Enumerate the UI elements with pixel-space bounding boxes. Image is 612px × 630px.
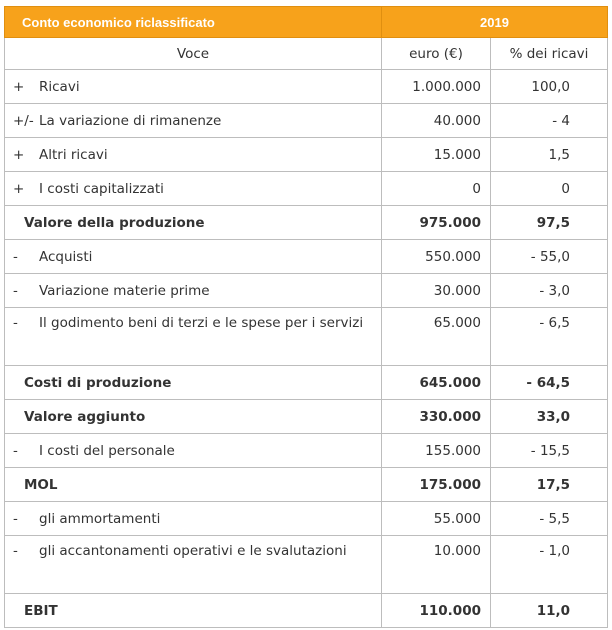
row-label: MOL	[5, 468, 382, 502]
row-pct: 1,5	[491, 138, 608, 172]
table-title: Conto economico riclassificato	[5, 7, 382, 38]
row-sign: -	[13, 543, 18, 559]
row-pct: 0	[491, 172, 608, 206]
row-voce	[5, 70, 382, 104]
row-pct: 11,0	[491, 594, 608, 628]
row-sign: +	[13, 78, 25, 95]
table-row	[5, 308, 608, 366]
row-label: Il godimento beni di terzi e le spese per i servizi	[39, 315, 364, 331]
row-voce	[5, 274, 382, 308]
table-row	[5, 104, 608, 138]
row-label: Variazione materie prime	[39, 282, 210, 299]
row-label: Ricavi	[39, 78, 80, 95]
row-voce	[5, 434, 382, 468]
row-voce	[5, 172, 382, 206]
table-row	[5, 434, 608, 468]
row-pct: - 3,0	[491, 274, 608, 308]
table-row-total	[5, 400, 608, 434]
table-row	[5, 536, 608, 594]
column-header-row	[5, 38, 608, 70]
table-row	[5, 70, 608, 104]
table-row-total	[5, 594, 608, 628]
row-pct: - 1,0	[491, 536, 608, 594]
row-sign: +/-	[13, 112, 34, 129]
row-euro: 0	[382, 172, 491, 206]
table-row	[5, 138, 608, 172]
row-euro: 975.000	[382, 206, 491, 240]
row-voce	[5, 536, 382, 594]
row-pct: - 55,0	[491, 240, 608, 274]
row-voce	[5, 240, 382, 274]
table-row-total	[5, 366, 608, 400]
row-pct: 17,5	[491, 468, 608, 502]
row-euro: 1.000.000	[382, 70, 491, 104]
row-pct: 33,0	[491, 400, 608, 434]
row-label: Acquisti	[39, 248, 93, 265]
table-row	[5, 240, 608, 274]
income-statement-table	[4, 6, 608, 628]
table-row-total	[5, 468, 608, 502]
row-sign: -	[13, 510, 18, 527]
row-euro: 645.000	[382, 366, 491, 400]
table-row-total	[5, 206, 608, 240]
row-pct: - 5,5	[491, 502, 608, 536]
row-label: Costi di produzione	[5, 366, 382, 400]
row-label: I costi del personale	[39, 442, 175, 459]
row-label: Altri ricavi	[39, 146, 108, 163]
row-label: gli ammortamenti	[39, 510, 161, 527]
table-title-row	[5, 7, 608, 38]
row-voce	[5, 502, 382, 536]
row-voce	[5, 308, 382, 366]
row-sign: -	[13, 248, 18, 265]
row-pct: - 15,5	[491, 434, 608, 468]
row-sign: +	[13, 146, 25, 163]
row-pct: 97,5	[491, 206, 608, 240]
row-sign: -	[13, 282, 18, 299]
row-euro: 55.000	[382, 502, 491, 536]
row-euro: 110.000	[382, 594, 491, 628]
row-euro: 330.000	[382, 400, 491, 434]
row-pct: 100,0	[491, 70, 608, 104]
row-sign: -	[13, 315, 18, 331]
row-voce	[5, 104, 382, 138]
table-row	[5, 274, 608, 308]
row-euro: 10.000	[382, 536, 491, 594]
row-pct: - 64,5	[491, 366, 608, 400]
row-euro: 40.000	[382, 104, 491, 138]
row-euro: 175.000	[382, 468, 491, 502]
column-header-voce: Voce	[5, 38, 382, 70]
table-row	[5, 172, 608, 206]
row-label: Valore aggiunto	[5, 400, 382, 434]
row-euro: 30.000	[382, 274, 491, 308]
row-pct: - 4	[491, 104, 608, 138]
row-euro: 65.000	[382, 308, 491, 366]
row-label: Valore della produzione	[5, 206, 382, 240]
table-year: 2019	[382, 7, 608, 38]
row-label: gli accantonamenti operativi e le svalutazioni	[39, 543, 347, 559]
row-label: La variazione di rimanenze	[39, 112, 222, 129]
column-header-pct: % dei ricavi	[491, 38, 608, 70]
row-label: I costi capitalizzati	[39, 180, 164, 197]
row-euro: 15.000	[382, 138, 491, 172]
row-label: EBIT	[5, 594, 382, 628]
row-sign: -	[13, 442, 18, 459]
row-euro: 155.000	[382, 434, 491, 468]
table-row	[5, 502, 608, 536]
row-pct: - 6,5	[491, 308, 608, 366]
row-euro: 550.000	[382, 240, 491, 274]
row-voce	[5, 138, 382, 172]
column-header-euro: euro (€)	[382, 38, 491, 70]
row-sign: +	[13, 180, 25, 197]
